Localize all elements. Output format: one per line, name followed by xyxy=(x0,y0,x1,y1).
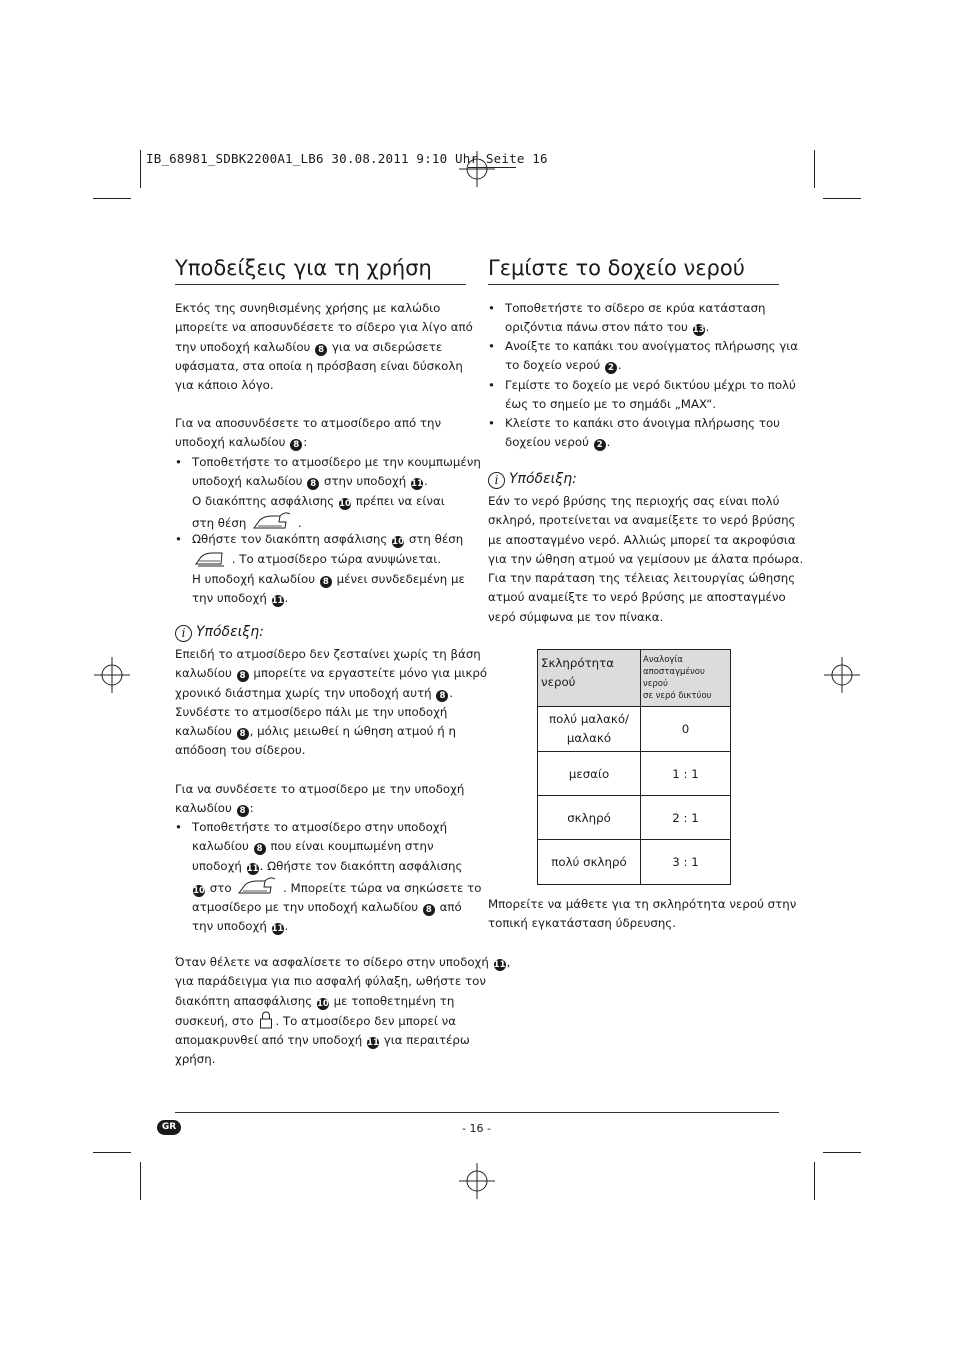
text-run: υφάσματα, στα οποία η πρόσβαση είναι δύσκολη xyxy=(175,358,463,373)
text-run: . Μπορείτε τώρα να σηκώσετε το xyxy=(279,880,482,895)
text-run: την υποδοχή xyxy=(192,590,271,605)
text-run: Τοποθετήστε το ατμοσίδερο με την κουμπωμένη xyxy=(192,455,481,469)
note-heading-text: Υπόδειξη: xyxy=(509,471,577,487)
text-line xyxy=(192,492,481,511)
footer-rule xyxy=(175,1112,779,1113)
text-run: στην υποδοχή xyxy=(320,474,410,489)
text-run: την υποδοχή xyxy=(192,919,271,934)
cell-text: πολύ μαλακό/ xyxy=(548,712,630,726)
text-run: . xyxy=(284,590,289,605)
right-title-rule xyxy=(488,284,779,285)
callout-number: 10 xyxy=(193,885,205,896)
text-run: , xyxy=(506,955,511,969)
text-run: : xyxy=(303,435,308,450)
text-run: Για να αποσυνδέσετε το ατμοσίδερο από την xyxy=(175,416,442,430)
cell-text: μαλακό xyxy=(566,731,612,745)
text-line xyxy=(175,318,473,337)
bullet-dot: • xyxy=(175,455,182,469)
callout-number: 11 xyxy=(271,595,284,606)
text-line xyxy=(175,684,487,703)
text-run: πρέπει να είναι xyxy=(351,493,445,508)
text-run: το δοχείο νερού xyxy=(505,358,604,373)
hardness-cell: σκληρό xyxy=(538,796,641,840)
text-run: για περαιτέρω xyxy=(379,1033,470,1048)
header-text: σε νερό δικτύου xyxy=(643,691,712,701)
water-hardness-table xyxy=(537,649,731,885)
text-run: . xyxy=(284,919,289,934)
print-info-underline xyxy=(468,167,516,168)
callout-number: 8 xyxy=(423,904,435,916)
table-row xyxy=(538,840,731,885)
text-run: . xyxy=(449,685,454,700)
text-run: για την ώθηση ατμού να γεμίσουν με άλατα πρόωρα. xyxy=(488,551,804,566)
text-run: Μπορείτε να μάθετε για τη σκληρότητα νερού στην xyxy=(488,897,797,911)
text-run: χρονικό διάστημα χωρίς την υποδοχή αυτή xyxy=(175,685,436,700)
text-line xyxy=(192,857,481,876)
text-line xyxy=(505,395,796,414)
callout-number: 11 xyxy=(367,1038,379,1049)
text-line xyxy=(505,433,780,452)
text-run: . xyxy=(705,320,710,335)
text-line xyxy=(175,1011,510,1031)
text-run: δοχείου νερού xyxy=(505,435,593,450)
text-line xyxy=(505,356,798,375)
info-icon: i xyxy=(175,625,192,642)
text-run: . xyxy=(606,435,611,450)
text-run: . Ωθήστε τον διακόπτη ασφάλισης xyxy=(259,858,463,873)
text-line xyxy=(505,299,766,318)
iron-steam-on-icon xyxy=(252,511,292,531)
text-line xyxy=(175,1050,510,1069)
text-run: για κάποιο λόγο. xyxy=(175,378,274,393)
callout-number: 8 xyxy=(290,439,302,451)
left-note-text xyxy=(175,645,487,761)
bullet-dot: • xyxy=(488,339,495,353)
hardness-cell: πολύ σκληρό xyxy=(538,840,641,885)
text-run: . xyxy=(294,515,302,530)
text-run: Ανοίξτε το καπάκι του ανοίγματος πλήρωσης για xyxy=(505,339,799,353)
bullet-dot: • xyxy=(488,301,495,315)
callout-number: 10 xyxy=(392,537,404,547)
left-intro-paragraph xyxy=(175,299,473,395)
text-run: καλωδίου xyxy=(175,801,236,816)
bullet-text xyxy=(192,453,481,533)
bullet-dot: • xyxy=(488,416,495,430)
text-run: από xyxy=(435,900,462,915)
text-line xyxy=(175,338,473,357)
text-run: Εκτός της συνηθισμένης χρήσης με καλώδιο xyxy=(175,301,441,315)
crop-mark xyxy=(140,150,141,188)
table-row xyxy=(538,707,731,752)
crop-mark xyxy=(140,1162,141,1200)
text-run: Όταν θέλετε να ασφαλίσετε το σίδερο στην υποδοχή xyxy=(175,955,493,969)
text-line xyxy=(192,453,481,472)
text-line xyxy=(175,645,487,664)
text-line xyxy=(175,953,510,972)
callout-number: 8 xyxy=(320,576,332,588)
text-run: οριζόντια πάνω στον πάτο του xyxy=(505,320,692,335)
text-run: Η υποδοχή καλωδίου xyxy=(192,571,319,586)
text-run: που είναι κουμπωμένη στην xyxy=(266,839,434,854)
callout-number: 10 xyxy=(339,498,351,509)
info-icon: i xyxy=(488,472,505,489)
text-line xyxy=(175,703,487,722)
ratio-cell: 2 : 1 xyxy=(641,796,731,840)
text-run: καλωδίου xyxy=(175,724,236,739)
closing-paragraph xyxy=(488,895,796,934)
text-run: για παράδειγμα για πιο ασφαλή φύλαξη, ωθήστε τον xyxy=(175,974,486,989)
hardness-cell: μεσαίο xyxy=(538,752,641,796)
text-run: Εάν το νερό βρύσης της περιοχής σας είναι πολύ xyxy=(488,494,780,508)
text-line xyxy=(192,549,465,569)
text-run: στη θέση xyxy=(192,515,251,530)
text-run: Για να συνδέσετε το ατμοσίδερο με την υποδοχή xyxy=(175,782,465,796)
bullet-text xyxy=(192,530,465,608)
text-run: με τοποθετημένη τη xyxy=(329,993,455,1008)
header-text: νερού xyxy=(541,675,576,689)
text-run: απόδοση του σίδερου. xyxy=(175,743,306,758)
ratio-cell: 1 : 1 xyxy=(641,752,731,796)
text-run: την υποδοχή καλωδίου xyxy=(175,339,315,354)
text-line xyxy=(175,376,473,395)
text-run: ατμοσίδερο με την υποδοχή καλωδίου xyxy=(192,900,422,915)
registration-mark-icon xyxy=(824,657,860,693)
ratio-cell: 0 xyxy=(641,707,731,752)
text-line xyxy=(192,530,465,549)
iron-steam-on-icon xyxy=(237,876,277,896)
text-run: καλωδίου xyxy=(192,839,253,854)
crop-mark xyxy=(814,150,815,188)
crop-mark xyxy=(814,1162,815,1200)
text-line xyxy=(488,608,803,627)
text-line xyxy=(175,780,464,799)
text-line xyxy=(192,876,481,898)
callout-number: 10 xyxy=(316,998,329,1009)
text-run: . Το ατμοσίδερο τώρα ανυψώνεται. xyxy=(228,552,441,567)
text-run: . xyxy=(424,474,428,489)
table-header-hardness xyxy=(538,650,641,707)
text-run: . xyxy=(617,358,622,373)
disconnect-intro xyxy=(175,414,441,453)
bullet-text xyxy=(505,376,796,415)
text-line xyxy=(175,992,510,1011)
text-line xyxy=(192,818,481,837)
text-run: μπορείτε να αποσυνδέσετε το σίδερο για λίγο από xyxy=(175,320,473,335)
text-line xyxy=(488,511,803,530)
text-line xyxy=(505,318,766,337)
text-run: απομακρυνθεί από την υποδοχή xyxy=(175,1033,366,1048)
callout-number: 11 xyxy=(411,479,423,490)
ratio-cell: 3 : 1 xyxy=(641,840,731,885)
table-row xyxy=(538,752,731,796)
text-line xyxy=(192,472,481,491)
callout-number: 11 xyxy=(493,960,506,970)
bullet-dot: • xyxy=(175,820,182,834)
print-info: IB_68981_SDBK2200A1_LB6 30.08.2011 9:10 Uhr Seite 16 xyxy=(146,151,548,166)
crop-mark xyxy=(823,198,861,199)
right-note-heading xyxy=(488,471,577,489)
bullet-text xyxy=(192,818,481,937)
country-badge: GR xyxy=(157,1120,181,1135)
text-line xyxy=(175,433,441,452)
text-line xyxy=(175,357,473,376)
text-line xyxy=(175,664,487,683)
left-note-heading xyxy=(175,624,264,642)
text-run: . Το ατμοσίδερο δεν μπορεί να xyxy=(275,1013,456,1028)
bullet-text xyxy=(505,414,780,453)
connect-intro xyxy=(175,780,464,819)
text-run: Συνδέστε το ατμοσίδερο πάλι με την υποδοχή xyxy=(175,704,448,719)
callout-number: 11 xyxy=(246,863,259,874)
text-run: Ωθήστε τον διακόπτη ασφάλισης xyxy=(192,532,392,546)
lock-paragraph xyxy=(175,953,510,1070)
text-run: μπορείτε να εργαστείτε μόνο για μικρό xyxy=(249,666,488,681)
text-line xyxy=(505,414,780,433)
text-line xyxy=(488,492,803,511)
text-run: συσκευή, στο xyxy=(175,1013,258,1028)
text-line xyxy=(175,1031,510,1050)
text-line xyxy=(505,376,796,395)
table-header-row xyxy=(538,650,731,707)
header-text: Σκληρότητα xyxy=(541,656,615,670)
text-line xyxy=(175,972,510,991)
crop-mark xyxy=(823,1152,861,1153)
callout-number: 8 xyxy=(254,843,266,855)
registration-mark-icon xyxy=(94,657,130,693)
callout-number: 8 xyxy=(307,478,319,490)
table-row xyxy=(538,796,731,840)
text-line xyxy=(488,550,803,569)
crop-mark xyxy=(93,1152,131,1153)
text-run: έως το σημείο με το σημάδι „MAX“. xyxy=(505,397,717,412)
text-line xyxy=(488,531,803,550)
hardness-cell xyxy=(538,707,641,752)
text-run: : xyxy=(249,801,254,816)
text-run: μένει συνδεδεμένη με xyxy=(332,571,465,586)
text-run: στη θέση xyxy=(405,532,464,546)
text-line xyxy=(488,588,803,607)
text-run: διακόπτη απασφάλισης xyxy=(175,993,316,1008)
callout-number: 8 xyxy=(315,344,327,356)
right-section-title: Γεμίστε το δοχείο νερού xyxy=(488,256,745,280)
callout-number: 2 xyxy=(605,362,617,374)
registration-mark-icon xyxy=(459,1163,495,1199)
left-section-title: Υποδείξεις για τη χρήση xyxy=(175,256,432,280)
right-note-text xyxy=(488,492,803,627)
bullet-dot: • xyxy=(488,378,495,392)
text-line xyxy=(175,741,487,760)
text-run: για να σιδερώσετε xyxy=(328,339,443,354)
text-run: ατμού αναμείξτε το νερό βρύσης με αποσταγμένο xyxy=(488,590,786,605)
text-run: με αποσταγμένο νερό. Αλλιώς μπορεί τα ακροφύσια xyxy=(488,532,796,547)
text-line xyxy=(175,299,473,318)
table-header-ratio xyxy=(641,650,731,707)
text-run: υποδοχή καλωδίου xyxy=(175,435,290,450)
header-text: αποσταγμένου νερού xyxy=(643,667,705,689)
text-run: στο xyxy=(206,880,236,895)
text-line xyxy=(192,837,481,856)
text-run: Τοποθετήστε το ατμοσίδερο στην υποδοχή xyxy=(192,820,448,834)
callout-number: 8 xyxy=(237,670,249,682)
text-run: Επειδή το ατμοσίδερο δεν ζεσταίνει χωρίς τη βάση xyxy=(175,647,481,661)
text-line xyxy=(175,414,441,433)
callout-number: 8 xyxy=(237,805,249,817)
text-line xyxy=(175,722,487,741)
text-line xyxy=(488,895,796,914)
bullet-text xyxy=(505,299,766,338)
bullet-dot: • xyxy=(175,532,182,546)
note-heading-text: Υπόδειξη: xyxy=(196,624,264,640)
bullet-text xyxy=(505,337,798,376)
text-run: Τοποθετήστε το σίδερο σε κρύα κατάσταση xyxy=(505,301,766,315)
page-number: - 16 - xyxy=(462,1122,491,1135)
lock-icon xyxy=(259,1011,273,1029)
text-run: νερό σύμφωνα με τον πίνακα. xyxy=(488,609,664,624)
text-line xyxy=(192,917,481,936)
text-run: υποδοχή xyxy=(192,858,246,873)
text-run: Γεμίστε το δοχείο με νερό δικτύου μέχρι το πολύ xyxy=(505,378,796,392)
text-run: σκληρό, προτείνεται να αναμείξετε το νερό βρύσης xyxy=(488,513,796,528)
text-run: Κλείστε το καπάκι στο άνοιγμα πλήρωσης του xyxy=(505,416,780,430)
text-run: Ο διακόπτης ασφάλισης xyxy=(192,493,338,508)
text-run: χρήση. xyxy=(175,1052,216,1067)
text-line xyxy=(192,570,465,589)
text-line xyxy=(488,569,803,588)
text-run: υποδοχή καλωδίου xyxy=(192,474,307,489)
text-line xyxy=(505,337,798,356)
text-line xyxy=(175,799,464,818)
callout-number: 13 xyxy=(692,325,705,336)
header-text: Αναλογία xyxy=(643,655,683,665)
left-title-rule xyxy=(175,284,466,285)
text-run: , μόλις μειωθεί η ώθηση ατμού ή η xyxy=(249,724,456,739)
callout-number: 8 xyxy=(237,728,249,740)
iron-lifted-icon xyxy=(194,549,226,567)
text-run: καλωδίου xyxy=(175,666,236,681)
text-line xyxy=(192,589,465,608)
text-line xyxy=(192,898,481,917)
text-line xyxy=(488,914,796,933)
text-run: τοπική εγκατάσταση ύδρευσης. xyxy=(488,916,676,931)
callout-number: 11 xyxy=(271,924,284,935)
text-run: Για την παράταση της τέλειας λειτουργίας ώθησης xyxy=(488,571,796,586)
crop-mark xyxy=(93,198,131,199)
callout-number: 8 xyxy=(436,690,448,702)
callout-number: 2 xyxy=(594,439,606,451)
